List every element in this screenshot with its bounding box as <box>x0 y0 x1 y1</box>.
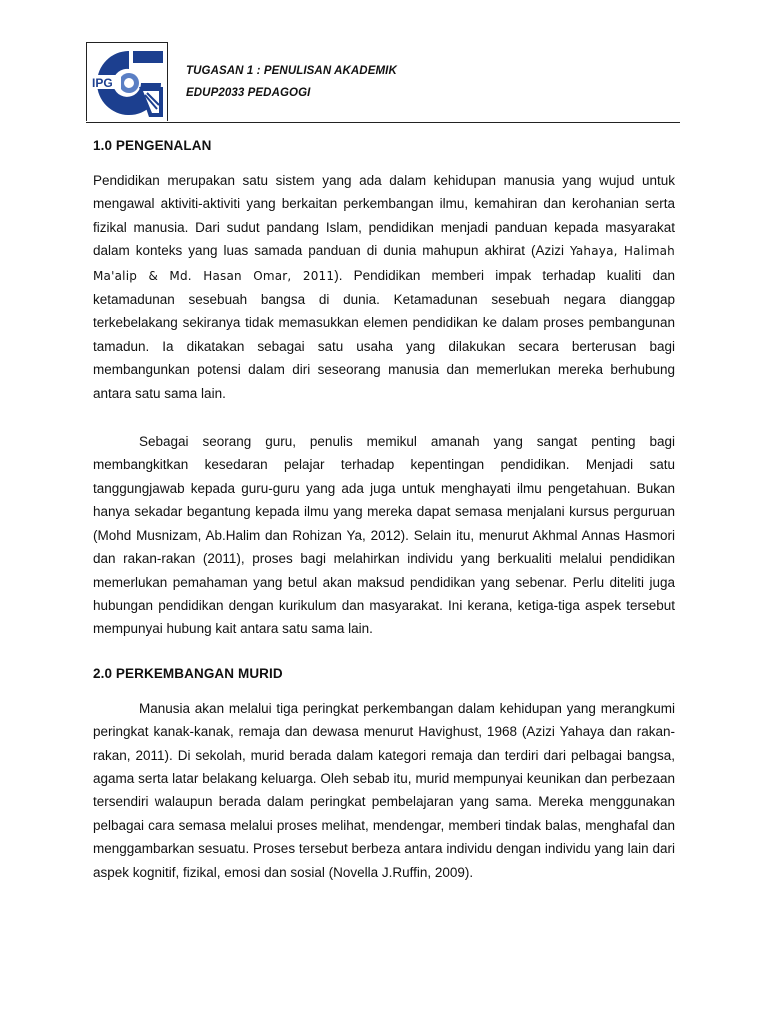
section-heading-perkembangan: 2.0 PERKEMBANGAN MURID <box>93 665 283 681</box>
section-heading-pengenalan: 1.0 PENGENALAN <box>93 138 212 153</box>
assignment-title: TUGASAN 1 : PENULISAN AKADEMIK <box>186 65 397 77</box>
ipg-logo <box>86 42 168 121</box>
document-body <box>93 128 675 909</box>
paragraph-1: Pendidikan merupakan satu sistem yang ada dalam kehidupan manusia yang wujud untuk mengawal aktiviti-aktiviti yang berkaitan perkembangan ilmu, kemahiran dan kerohanian serta fizikal manusia. Dari sudut pandang Islam, pendidikan menjadi panduan kepada masyarakat dalam konteks yang luas samada panduan di dunia mahupun akhirat (Azizi Yahaya, Halimah Ma'alip & Md. Hasan Omar, 2011). Pendidikan memberi impak terhadap kualiti dan ketamadunan sesebuah bangsa di dunia. Ketamadunan sesebuah negara dianggap terkebelakang sekiranya tidak memasukkan elemen pendidikan ke dalam proses pembangunan tamadun. Ia dikatakan sebagai satu usaha yang dilakukan secara berterusan bagi membangunkan potensi dalam diri seseorang manusia dan memerlukan mereka berhubung antara satu sama lain. <box>93 173 675 401</box>
ipg-logo-icon <box>89 47 165 119</box>
paragraph-2: Sebagai seorang guru, penulis memikul amanah yang sangat penting bagi membangkitkan kesedaran pelajar terhadap kepentingan pendidikan. Menjadi satu tanggungjawab kepada guru-guru yang ada juga untuk menghayati ilmu pengetahuan. Bukan hanya sekadar begantung kepada ilmu yang mereka dapat semasa menjalani kursus perguruan (Mohd Musnizam, Ab.Halim dan Rohizan Ya, 2012). Selain itu, menurut Akhmal Annas Hasmori dan rakan-rakan (2011), proses bagi melahirkan individu yang berkualiti melalui pendidikan memerlukan pemahaman yang betul akan maksud pendidikan yang sebenar. Perlu diteliti juga hubungan pendidikan dengan kurikulum dan masyarakat. Ini kerana, ketiga-tiga aspek tersebut mempunyai hubung kait antara satu sama lain. <box>93 434 675 637</box>
paragraph-3: Manusia akan melalui tiga peringkat perkembangan dalam kehidupan yang merangkumi peringkat kanak-kanak, remaja dan dewasa menurut Havighust, 1968 (Azizi Yahaya dan rakan-rakan, 2011). Di sekolah, murid berada dalam kategori remaja dan terdiri dari pelbagai bangsa, agama serta latar belakang keluarga. Oleh sebab itu, murid mempunyai keunikan dan perbezaan tersendiri walaupun berada dalam peringkat pembelajaran yang sama. Mereka menggunakan pelbagai cara semasa melalui proses melihat, mendengar, memberi tindak balas, menghafal dan menggambarkan sesuatu. Proses tersebut berbeza antara individu dengan individu yang lain dari aspek kognitif, fizikal, emosi dan sosial (Novella J.Ruffin, 2009). <box>93 700 675 880</box>
document-header <box>86 42 680 123</box>
citation-azizi: Yahaya, Halimah Ma'alip & Md. Hasan Omar, 2011 <box>93 244 675 283</box>
logo-text: IPG <box>92 76 113 90</box>
course-title: EDUP2033 PEDAGOGI <box>186 87 311 99</box>
header-titles <box>186 60 397 104</box>
